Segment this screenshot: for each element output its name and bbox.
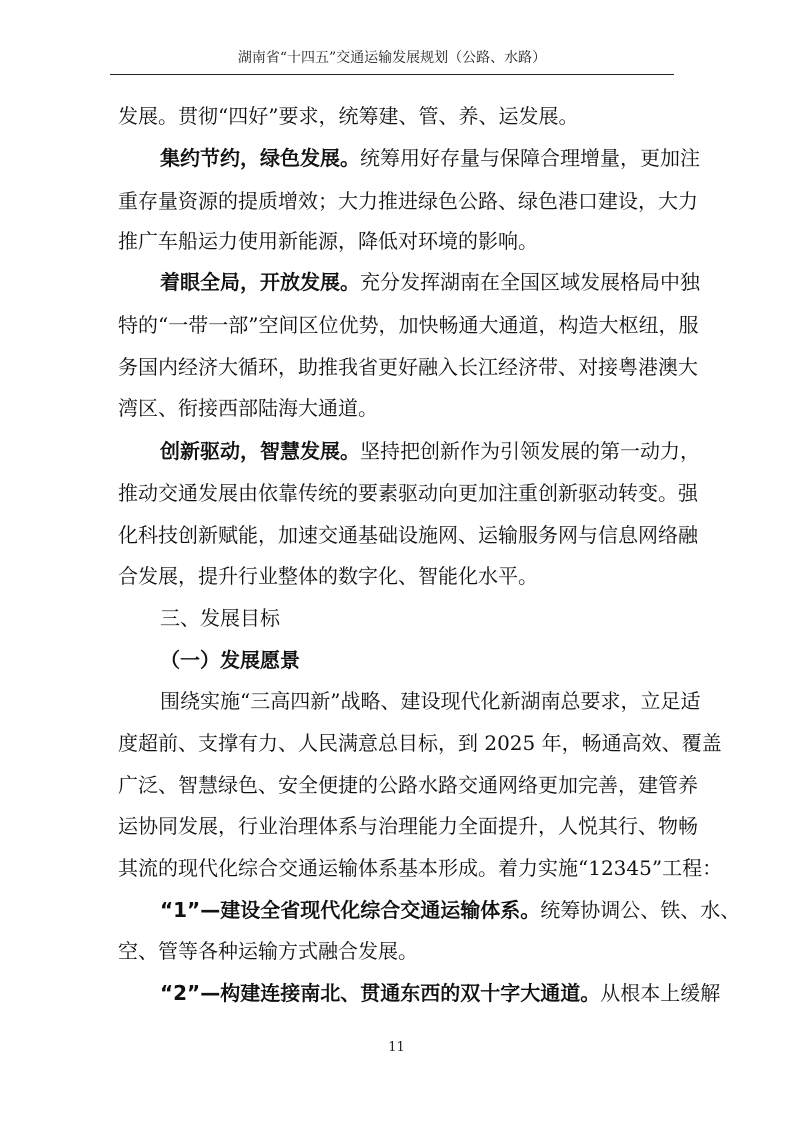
- running-header: 湖南省“十四五”交通运输发展规划（公路、水路）: [110, 43, 674, 75]
- page-number: 11: [388, 1040, 405, 1055]
- text-run: 合发展，提升行业整体的数字化、智能化水平。: [118, 564, 538, 588]
- text-run: 围绕实施“三高四新”战略、建设现代化新湖南总要求，立足适: [160, 689, 701, 713]
- text-run: 重存量资源的提质增效；大力推进绿色公路、绿色港口建设，大力: [118, 189, 698, 213]
- text-run: 务国内经济大循环，助推我省更好融入长江经济带、对接粤港澳大: [118, 355, 698, 379]
- text-line: [118, 305, 699, 345]
- text-line: [118, 723, 722, 763]
- text-line: [118, 221, 678, 261]
- text-run: 发展。贯彻“四好”要求，统筹建、管、养、运发展。: [118, 104, 579, 128]
- text-line: [118, 848, 723, 888]
- text-run: 广泛、智慧绿色、安全便捷的公路水路交通网络更加完善，建管养: [118, 773, 698, 797]
- text-line: [118, 806, 698, 846]
- text-run: 推动交通发展由依靠传统的要素驱动向更加注重创新驱动转变。强: [118, 481, 698, 505]
- text-run: 从根本上缓解: [600, 981, 721, 1005]
- text-run: 其流的现代化综合交通运输体系基本形成。着力实施“12345”工程：: [118, 856, 723, 880]
- text-line: [118, 765, 698, 805]
- text-line: [160, 973, 720, 1013]
- text-run: 坚持把创新作为引领发展的第一动力，: [360, 439, 700, 463]
- text-line: [118, 347, 698, 387]
- text-run: 特的“一带一部”空间区位优势，加快畅通大通道，构造大枢纽，服: [118, 313, 699, 337]
- bold-run: “1”—建设全省现代化综合交通运输体系。: [160, 898, 541, 922]
- text-line: [160, 640, 720, 680]
- text-line: [118, 931, 678, 971]
- bold-run: （一）发展愿景: [160, 648, 300, 672]
- text-line: [118, 388, 678, 428]
- text-line: [118, 96, 678, 136]
- text-run: 运协同发展，行业治理体系与治理能力全面提升，人悦其行、物畅: [118, 814, 698, 838]
- text-run: 湾区、衔接西部陆海大通道。: [118, 396, 378, 420]
- text-line: [118, 181, 698, 221]
- bold-run: 集约节约，绿色发展。: [160, 146, 360, 170]
- section-heading: [160, 598, 720, 638]
- text-line: [160, 138, 720, 178]
- bold-run: 创新驱动，智慧发展。: [160, 439, 360, 463]
- text-line: [160, 262, 720, 302]
- text-line: [118, 473, 698, 513]
- text-run: 推广车船运力使用新能源，降低对环境的影响。: [118, 229, 538, 253]
- text-run: 三、发展目标: [160, 606, 280, 630]
- text-line: [160, 890, 741, 930]
- text-line: [118, 556, 678, 596]
- text-line: [160, 431, 720, 471]
- text-run: 空、管等各种运输方式融合发展。: [118, 939, 418, 963]
- text-line: [118, 515, 698, 555]
- text-run: 充分发挥湖南在全国区域发展格局中独: [360, 270, 700, 294]
- bold-run: “2”—构建连接南北、贯通东西的双十字大通道。: [160, 981, 601, 1005]
- bold-run: 着眼全局，开放发展。: [160, 270, 360, 294]
- text-run: 度超前、支撑有力、人民满意总目标，到 2025 年，畅通高效、覆盖: [118, 731, 722, 755]
- text-run: 化科技创新赋能，加速交通基础设施网、运输服务网与信息网络融: [118, 523, 698, 547]
- text-line: [160, 681, 720, 721]
- text-run: 统筹用好存量与保障合理增量，更加注: [360, 146, 700, 170]
- text-run: 统筹协调公、铁、水、: [540, 898, 741, 922]
